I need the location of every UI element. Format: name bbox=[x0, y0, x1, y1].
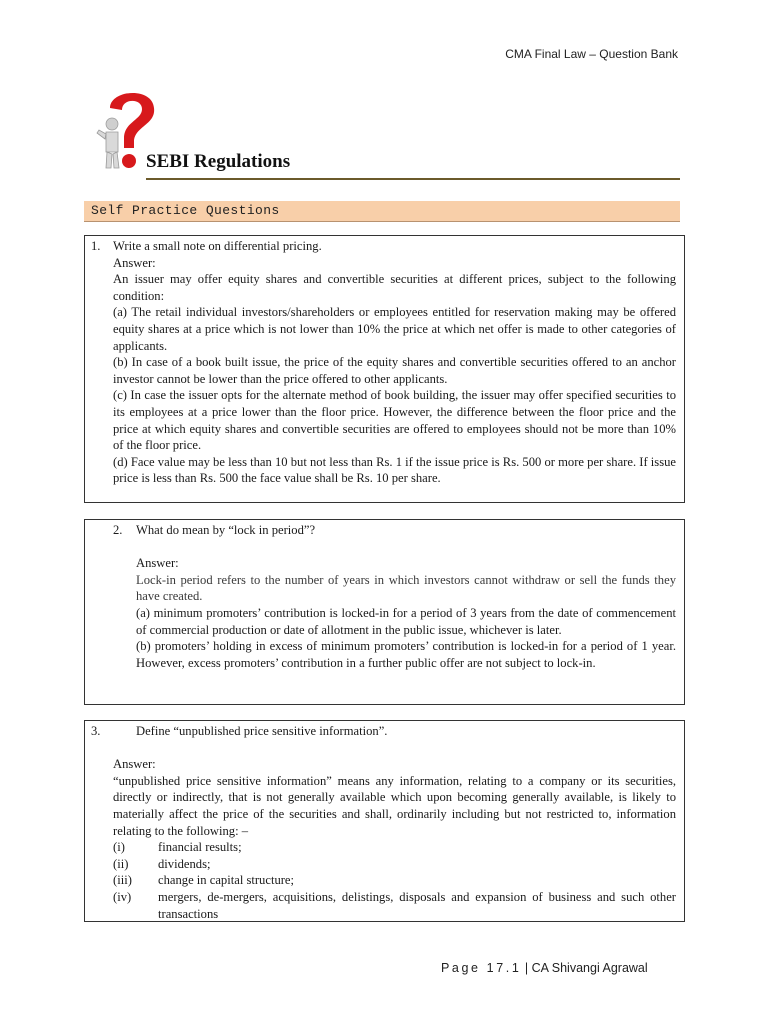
list-item bbox=[113, 889, 676, 922]
answer-paragraph: (c) In case the issuer opts for the alternate method of book building, the issuer may offer specified securities to its employees at a price lower than the floor price. However, the difference between the floor price and the price at which equity shares and convertible securities are offered to employees should not be more than 10% of the floor price. bbox=[113, 388, 676, 453]
page-footer bbox=[441, 961, 648, 975]
page-number: Page 17.1 bbox=[441, 961, 522, 975]
answer-paragraph: An issuer may offer equity shares and convertible securities at different prices, subject to the following condition: bbox=[113, 272, 676, 303]
list-item-number: (i) bbox=[113, 840, 125, 855]
question-number: 1. bbox=[91, 239, 101, 253]
answer-label: Answer: bbox=[113, 757, 156, 772]
header-book-title: CMA Final Law – Question Bank bbox=[505, 47, 678, 61]
question-box-3 bbox=[84, 720, 685, 922]
question-row bbox=[91, 723, 676, 740]
list-item-text: financial results; bbox=[158, 840, 242, 855]
question-text: What do mean by “lock in period”? bbox=[136, 523, 316, 537]
question-box-1 bbox=[84, 235, 685, 503]
answer-paragraph: (a) The retail individual investors/shareholders or employees entitled for reservation making may be offered equity shares at a price which is not lower than 10% the price at which net offer is made to other categories of applicants. bbox=[113, 305, 676, 353]
title-divider bbox=[146, 178, 680, 180]
question-number: 3. bbox=[91, 724, 101, 738]
answer-paragraph: Lock-in period refers to the number of years in which investors cannot withdraw or sell the funds they have created. bbox=[136, 572, 676, 604]
question-box-2 bbox=[84, 519, 685, 705]
question-row bbox=[91, 238, 676, 255]
footer-separator: | bbox=[524, 961, 529, 975]
section-label: Self Practice Questions bbox=[91, 203, 280, 218]
answer-label: Answer: bbox=[113, 255, 156, 270]
list-item-text: mergers, de-mergers, acquisitions, delistings, disposals and expansion of business and such other transactions bbox=[158, 889, 676, 921]
answer-paragraph: (a) minimum promoters’ contribution is locked-in for a period of 3 years from the date of commencement of commercial production or date of allotment in the public issue, whichever is later. bbox=[136, 605, 676, 637]
section-header bbox=[84, 201, 680, 222]
list-item bbox=[113, 872, 676, 889]
answer-paragraph: (b) In case of a book built issue, the price of the equity shares and convertible securities offered to an anchor investor cannot be lower than the price offered to other applicants. bbox=[113, 355, 676, 386]
footer-author: CA Shivangi Agrawal bbox=[531, 961, 648, 975]
answer-paragraph: “unpublished price sensitive information” means any information, relating to a company or its securities, directly or indirectly, that is not generally available which upon becoming generally available, is likely to materially affect the price of the securities and shall, ordinarily including but not restricted to, information relating to the following: – bbox=[113, 773, 676, 838]
chapter-title: SEBI Regulations bbox=[146, 151, 291, 172]
list-item-number: (ii) bbox=[113, 856, 129, 871]
list-item-text: dividends; bbox=[158, 856, 211, 871]
answer-paragraph: (b) promoters’ holding in excess of minimum promoters’ contribution is locked-in for a period of 1 year. However, excess promoters’ contribution in a further public offer are not subject to lock-in. bbox=[136, 639, 676, 670]
question-number: 2. bbox=[113, 523, 123, 537]
question-row bbox=[113, 522, 676, 539]
question-text: Write a small note on differential pricing. bbox=[113, 239, 322, 253]
answer-label: Answer: bbox=[136, 556, 179, 571]
list-item bbox=[113, 856, 676, 873]
list-item-number: (iii) bbox=[113, 873, 132, 888]
question-text: Define “unpublished price sensitive information”. bbox=[136, 724, 388, 738]
answer-paragraph: (d) Face value may be less than 10 but not less than Rs. 1 if the issue price is Rs. 500 or more per share. If issue price is less than Rs. 500 the face value shall be Rs. 10 per share. bbox=[113, 454, 676, 486]
list-item-text: change in capital structure; bbox=[158, 873, 295, 888]
list-item-number: (iv) bbox=[113, 889, 132, 904]
list-item bbox=[113, 839, 676, 856]
